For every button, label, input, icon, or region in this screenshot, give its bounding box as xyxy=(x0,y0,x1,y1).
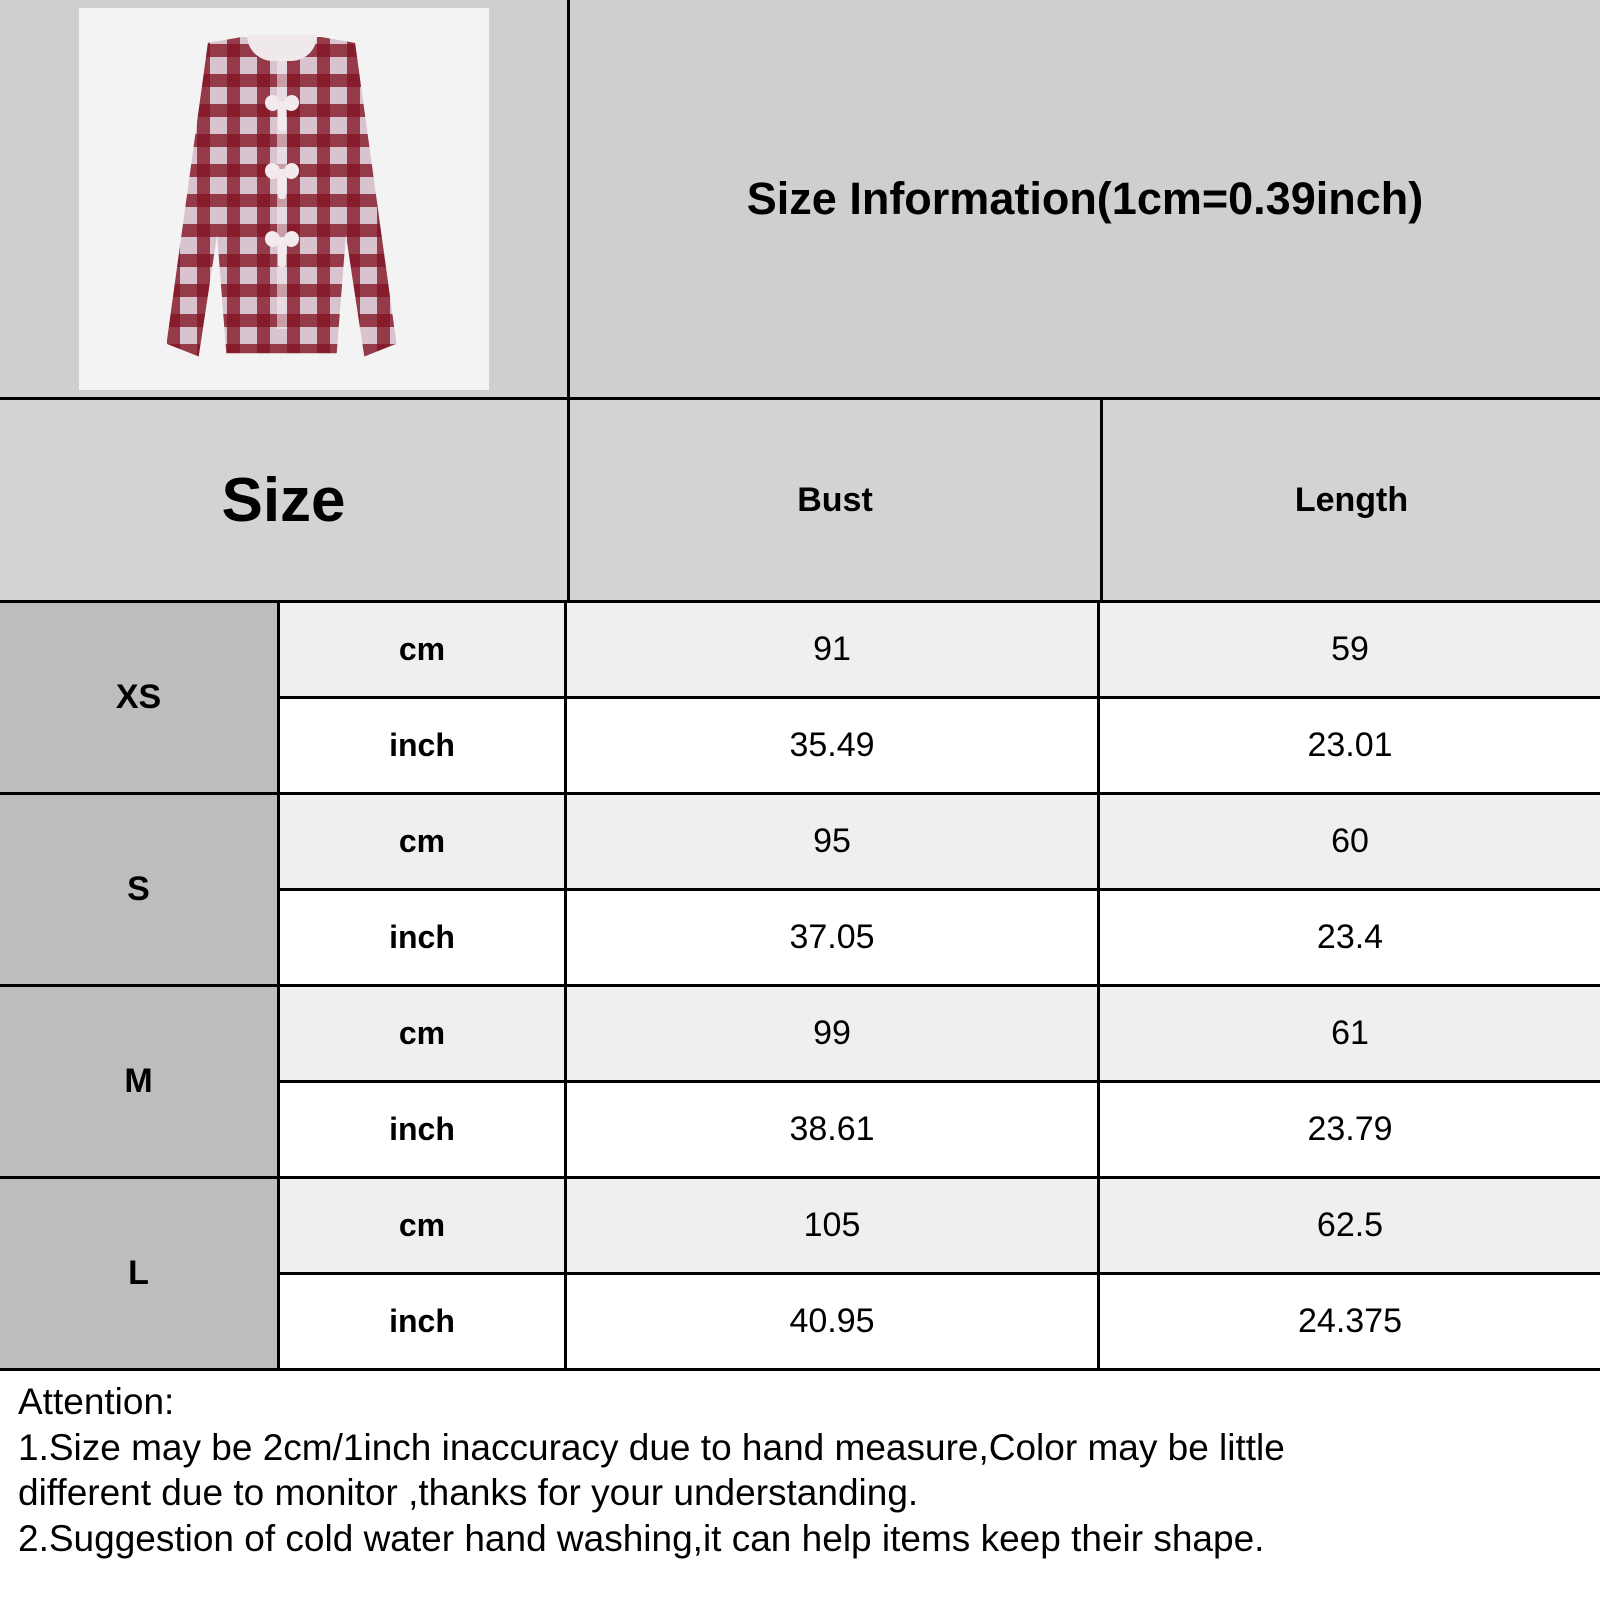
unit-row-cm xyxy=(280,987,1600,1083)
unit-rows xyxy=(280,1179,1600,1368)
length-value: 59 xyxy=(1331,630,1369,668)
column-header-length xyxy=(1103,400,1600,600)
column-header-bust xyxy=(570,400,1103,600)
column-header-bust-label: Bust xyxy=(797,480,873,519)
table-row xyxy=(0,987,1600,1179)
unit-row-cm xyxy=(280,1179,1600,1275)
bow-tie-icon xyxy=(265,227,299,253)
size-label: XS xyxy=(115,678,162,716)
length-value: 60 xyxy=(1331,822,1369,860)
column-header-size xyxy=(0,400,570,600)
table-header-row xyxy=(0,400,1600,603)
attention-line-1b: different due to monitor ,thanks for your understanding. xyxy=(18,1472,919,1513)
unit-row-inch xyxy=(280,1275,1600,1368)
unit-row-inch xyxy=(280,891,1600,984)
table-row xyxy=(0,1179,1600,1371)
bust-value: 40.95 xyxy=(567,1275,1100,1368)
bust-value: 35.49 xyxy=(567,699,1100,792)
attention-line-1a: 1.Size may be 2cm/1inch inaccuracy due to hand measure,Color may be little xyxy=(18,1426,1285,1468)
unit-rows xyxy=(280,795,1600,984)
unit-label: cm xyxy=(280,603,567,696)
unit-label: cm xyxy=(280,795,567,888)
column-header-size-label: Size xyxy=(221,465,346,535)
unit-label: cm xyxy=(280,1179,567,1272)
attention-block xyxy=(0,1371,1600,1600)
page-title: Size Information(1cm=0.39inch) xyxy=(746,172,1424,224)
length-value: 23.79 xyxy=(1307,1110,1393,1148)
unit-label: cm xyxy=(280,987,567,1080)
unit-label: inch xyxy=(280,891,567,984)
size-label: M xyxy=(124,1062,153,1100)
table-row xyxy=(0,795,1600,987)
bust-value: 95 xyxy=(567,795,1100,888)
top-band xyxy=(0,0,1600,400)
unit-label: inch xyxy=(280,1275,567,1368)
unit-label: inch xyxy=(280,699,567,792)
bust-value: 38.61 xyxy=(567,1083,1100,1176)
unit-row-cm xyxy=(280,795,1600,891)
chart-title-cell xyxy=(570,0,1600,397)
garment-illustration-icon xyxy=(119,19,449,379)
column-header-length-label: Length xyxy=(1294,480,1409,519)
size-label: L xyxy=(128,1254,149,1292)
bow-tie-icon xyxy=(265,159,299,185)
product-image-cell xyxy=(0,0,570,397)
length-value: 62.5 xyxy=(1316,1206,1384,1244)
attention-line-2: 2.Suggestion of cold water hand washing,it can help items keep their shape. xyxy=(18,1517,1265,1559)
bust-value: 105 xyxy=(567,1179,1100,1272)
size-cell-m xyxy=(0,987,280,1176)
bust-value: 91 xyxy=(567,603,1100,696)
length-value: 24.375 xyxy=(1298,1302,1402,1340)
unit-rows xyxy=(280,987,1600,1176)
unit-rows xyxy=(280,603,1600,792)
length-value: 23.4 xyxy=(1316,918,1384,956)
size-label: S xyxy=(127,870,150,908)
attention-heading: Attention: xyxy=(18,1381,175,1422)
table-row xyxy=(0,603,1600,795)
product-photo xyxy=(79,8,489,390)
size-cell-s xyxy=(0,795,280,984)
length-value: 23.01 xyxy=(1307,726,1393,764)
size-cell-xs xyxy=(0,603,280,792)
unit-row-inch xyxy=(280,699,1600,792)
size-cell-l xyxy=(0,1179,280,1368)
bust-value: 37.05 xyxy=(567,891,1100,984)
bust-value: 99 xyxy=(567,987,1100,1080)
unit-label: inch xyxy=(280,1083,567,1176)
bow-tie-icon xyxy=(265,91,299,117)
unit-row-inch xyxy=(280,1083,1600,1176)
length-value: 61 xyxy=(1331,1014,1369,1052)
unit-row-cm xyxy=(280,603,1600,699)
